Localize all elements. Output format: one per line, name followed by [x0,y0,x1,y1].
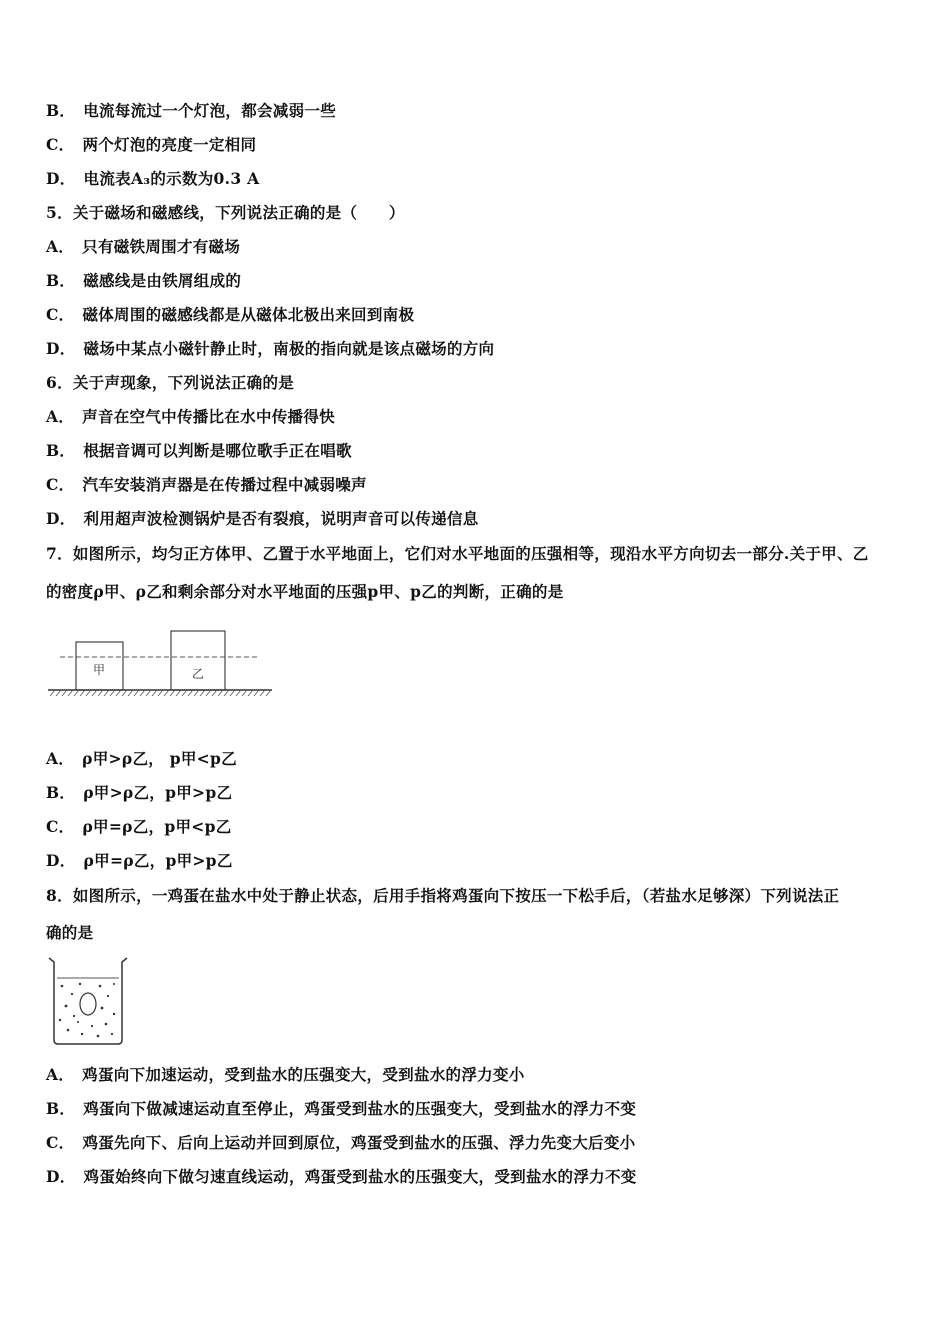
q6-stem: 6．关于声现象，下列说法正确的是 [46,373,295,392]
q5-stem: 5．关于磁场和磁感线，下列说法正确的是（ ） [46,203,405,222]
option-text: 磁感线是由铁屑组成的 [83,271,242,290]
option-letter: A． [46,749,75,768]
option-letter: D． [46,339,76,358]
q5-option-b [46,270,241,292]
q5-option-a [46,236,240,258]
option-text: 鸡蛋向下做减速运动直至停止，鸡蛋受到盐水的压强变大，受到盐水的浮力不变 [83,1099,637,1118]
option-text: 只有磁铁周围才有磁场 [82,237,241,256]
option-letter: B． [46,1099,76,1118]
option-letter: B． [46,101,76,120]
q8-option-a [46,1064,525,1086]
q7-option-d [46,850,233,872]
option-text: 电流表A₃的示数为0.3 A [83,169,260,188]
q5-option-c [46,304,414,326]
option-text: 鸡蛋先向下、后向上运动并回到原位，鸡蛋受到盐水的压强、浮力先变大后变小 [82,1133,636,1152]
q6-option-a [46,406,335,428]
q7-option-a [46,748,237,770]
option-text: 声音在空气中传播比在水中传播得快 [82,407,335,426]
option-text: 汽车安装消声器是在传播过程中减弱噪声 [82,475,367,494]
cube-jia-label: 甲 [92,663,106,677]
q6-option-b [46,440,352,462]
cube-yi [171,631,225,690]
q4-option-c [46,134,256,156]
q8-figure-beaker-egg [44,954,130,1048]
option-text: ρ甲=ρ乙，p甲<p乙 [82,817,232,836]
q7-option-c [46,816,232,838]
q7-figure-cubes [44,624,276,704]
option-letter: A． [46,237,75,256]
option-letter: D． [46,1167,76,1186]
option-letter: C． [46,305,75,324]
option-letter: C． [46,475,75,494]
option-text: 磁体周围的磁感线都是从磁体北极出来回到南极 [82,305,415,324]
option-text: 根据音调可以判断是哪位歌手正在唱歌 [83,441,352,460]
q8-option-d [46,1166,637,1188]
q4-option-b [46,100,336,122]
option-letter: C． [46,1133,75,1152]
option-text: 鸡蛋向下加速运动，受到盐水的压强变大，受到盐水的浮力变小 [82,1065,525,1084]
option-text: ρ甲>ρ乙，p甲>p乙 [83,783,233,802]
option-text: 利用超声波检测锅炉是否有裂痕，说明声音可以传递信息 [83,509,479,528]
option-letter: D． [46,509,76,528]
egg [80,993,96,1015]
option-text: 磁场中某点小磁针静止时，南极的指向就是该点磁场的方向 [83,339,495,358]
q8-option-b [46,1098,636,1120]
option-text: 电流每流过一个灯泡，都会减弱一些 [83,101,337,120]
option-text: ρ甲=ρ乙，p甲>p乙 [83,851,233,870]
q7-option-b [46,782,232,804]
option-letter: A． [46,407,75,426]
q4-option-d [46,168,259,190]
ground-hatch [50,690,271,696]
q7-stem-line2: 的密度ρ甲、ρ乙和剩余部分对水平地面的压强p甲、p乙的判断，正确的是 [46,582,564,601]
option-text: 两个灯泡的亮度一定相同 [82,135,257,154]
q8-stem-line1: 8．如图所示，一鸡蛋在盐水中处于静止状态，后用手指将鸡蛋向下按压一下松手后，（若盐水足够深）下列说法正 [46,886,840,905]
cube-yi-label: 乙 [191,667,205,681]
q8-stem-line2: 确的是 [46,923,94,942]
q5-option-d [46,338,494,360]
option-letter: D． [46,169,76,188]
option-letter: B． [46,441,76,460]
option-letter: B． [46,271,76,290]
option-letter: B． [46,783,76,802]
option-text: ρ甲>ρ乙， p甲<p乙 [82,749,237,768]
option-letter: D． [46,851,76,870]
q8-option-c [46,1132,635,1154]
q6-option-c [46,474,367,496]
q7-stem-line1: 7．如图所示，均匀正方体甲、乙置于水平地面上，它们对水平地面的压强相等，现沿水平方向切去一部分.关于甲、乙 [46,544,869,563]
option-letter: A． [46,1065,75,1084]
option-text: 鸡蛋始终向下做匀速直线运动，鸡蛋受到盐水的压强变大，受到盐水的浮力不变 [83,1167,637,1186]
option-letter: C． [46,135,75,154]
q6-option-d [46,508,479,530]
option-letter: C． [46,817,75,836]
